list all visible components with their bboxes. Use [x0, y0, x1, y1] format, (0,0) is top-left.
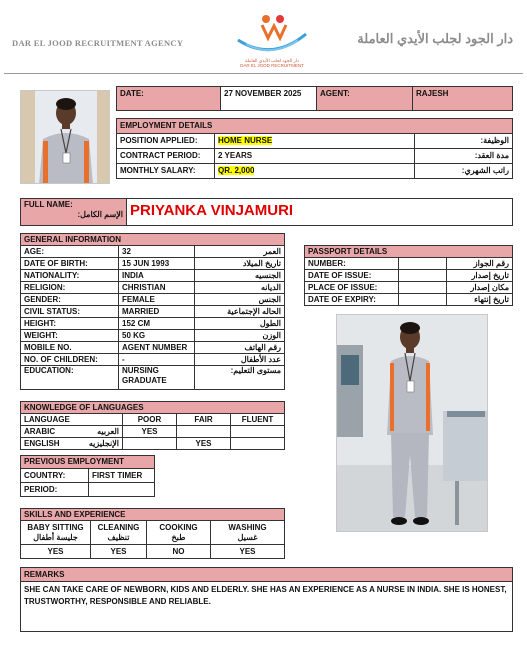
gender-label: GENDER: — [21, 294, 119, 306]
logo-caption-arabic: دار الجود لجلب الأيدي العاملة — [245, 58, 299, 63]
table-row — [21, 438, 285, 450]
age-label: AGE: — [21, 246, 119, 258]
position-value-highlight: HOME NURSE — [218, 136, 273, 145]
height-label-arabic: الطول — [195, 318, 285, 330]
table-row — [117, 149, 513, 164]
company-logo — [232, 10, 312, 72]
passport-number-label: NUMBER: — [305, 258, 399, 270]
salary-label: MONTHLY SALARY: — [117, 164, 215, 179]
table-row — [305, 282, 513, 294]
company-name-english: DAR EL JOOD RECRUITMENT AGENCY — [12, 38, 184, 48]
issue-date-label: DATE OF ISSUE: — [305, 270, 399, 282]
issue-place-label-arabic: مكان إصدار — [447, 282, 513, 294]
remarks-title: REMARKS — [21, 568, 513, 582]
table-row — [21, 282, 285, 294]
english-fair: YES — [177, 438, 231, 450]
table-row — [21, 342, 285, 354]
table-row — [21, 414, 285, 426]
language-english: ENGLISH — [24, 438, 60, 448]
country-label: COUNTRY: — [21, 469, 89, 483]
language-english-ar: الإنجليزيه — [88, 438, 119, 448]
gender-value: FEMALE — [119, 294, 195, 306]
education-value-line-2: GRADUATE — [122, 376, 167, 385]
skill-washing — [211, 521, 285, 545]
dob-label-arabic: تاريخ الميلاد — [195, 258, 285, 270]
religion-label-arabic: الديانه — [195, 282, 285, 294]
skill-cooking-ar: طبخ — [171, 532, 186, 542]
table-row — [21, 483, 155, 497]
expiry-date-label-arabic: تاريخ إنتهاء — [447, 294, 513, 306]
passport-number-label-arabic: رقم الجواز — [447, 258, 513, 270]
full-name-value: PRIYANKA VINJAMURI — [130, 202, 294, 219]
weight-value: 50 KG — [119, 330, 195, 342]
skills-table — [20, 508, 285, 559]
nationality-label: NATIONALITY: — [21, 270, 119, 282]
arabic-fluent — [231, 426, 285, 438]
country-value: FIRST TIMER — [89, 469, 155, 483]
skill-cleaning-en: CLEANING — [97, 522, 140, 532]
table-row — [21, 270, 285, 282]
company-name-arabic: دار الجود لجلب الأيدي العاملة — [357, 31, 513, 46]
date-label: DATE: — [117, 87, 221, 111]
arabic-poor: YES — [123, 426, 177, 438]
general-information-title: GENERAL INFORMATION — [21, 234, 285, 246]
skill-baby-sitting — [21, 521, 91, 545]
contract-period-label: CONTRACT PERIOD: — [117, 149, 215, 164]
table-row — [117, 164, 513, 179]
expiry-date-value — [399, 294, 447, 306]
civil-status-value: MARRIED — [119, 306, 195, 318]
height-label: HEIGHT: — [21, 318, 119, 330]
civil-status-label: CIVIL STATUS: — [21, 306, 119, 318]
previous-employment-title: PREVIOUS EMPLOYMENT — [21, 456, 155, 469]
languages-title: KNOWLEDGE OF LANGUAGES — [21, 402, 285, 414]
skill-baby-sitting-value: YES — [21, 545, 91, 559]
table-row — [21, 318, 285, 330]
passport-details-table — [304, 245, 513, 306]
issue-date-value — [399, 270, 447, 282]
children-label-arabic: عدد الأطفال — [195, 354, 285, 366]
date-agent-table — [116, 86, 513, 111]
language-english-cell — [21, 438, 123, 450]
salary-label-arabic: راتب الشهري: — [415, 164, 513, 179]
skill-cleaning-value: YES — [91, 545, 147, 559]
language-header: LANGUAGE — [21, 414, 123, 426]
position-label: POSITION APPLIED: — [117, 134, 215, 149]
table-row — [305, 258, 513, 270]
table-row — [21, 258, 285, 270]
gender-label-arabic: الجنس — [195, 294, 285, 306]
candidate-full-body-photo — [336, 314, 488, 532]
table-row — [21, 246, 285, 258]
skill-washing-en: WASHING — [228, 522, 267, 532]
children-value: - — [119, 354, 195, 366]
skill-cleaning-ar: تنظيف — [107, 532, 130, 542]
skill-cooking — [147, 521, 211, 545]
full-name-value-cell — [127, 199, 513, 226]
table-row — [21, 366, 285, 390]
religion-value: CHRISTIAN — [119, 282, 195, 294]
previous-employment-table — [20, 455, 155, 497]
contract-period-value: 2 YEARS — [215, 149, 415, 164]
table-row — [21, 426, 285, 438]
full-name-label-arabic: الإسم الكامل: — [77, 210, 123, 219]
employment-details-title: EMPLOYMENT DETAILS — [117, 119, 513, 134]
education-value — [119, 366, 195, 390]
table-row — [117, 134, 513, 149]
issue-place-label: PLACE OF ISSUE: — [305, 282, 399, 294]
position-value — [215, 134, 415, 149]
weight-label-arabic: الوزن — [195, 330, 285, 342]
full-name-table — [20, 198, 513, 226]
table-row — [21, 306, 285, 318]
position-label-arabic: الوظيفة: — [415, 134, 513, 149]
passport-details-title: PASSPORT DETAILS — [305, 246, 513, 258]
arabic-fair — [177, 426, 231, 438]
full-name-label: FULL NAME: — [24, 200, 73, 209]
mobile-value: AGENT NUMBER — [119, 342, 195, 354]
remarks-text: SHE CAN TAKE CARE OF NEWBORN, KIDS AND ELDERLY. SHE HAS AN EXPERIENCE AS A NURSE IN INDIA. SHE IS HONEST, TRUSTWORTHY, RESPONSIBLE AND RELIABLE. — [21, 582, 513, 632]
civil-status-label-arabic: الحاله الإجتماعية — [195, 306, 285, 318]
age-value: 32 — [119, 246, 195, 258]
fluent-header: FLUENT — [231, 414, 285, 426]
dob-value: 15 JUN 1993 — [119, 258, 195, 270]
age-label-arabic: العمر — [195, 246, 285, 258]
agent-label: AGENT: — [317, 87, 413, 111]
issue-date-label-arabic: تاريخ إصدار — [447, 270, 513, 282]
language-arabic-ar: العربيه — [97, 426, 119, 436]
poor-header: POOR — [123, 414, 177, 426]
english-fluent — [231, 438, 285, 450]
skill-baby-sitting-en: BABY SITTING — [27, 522, 84, 532]
children-label: NO. OF CHILDREN: — [21, 354, 119, 366]
remarks-table — [20, 567, 513, 632]
table-row — [21, 545, 285, 559]
period-value — [89, 483, 155, 497]
skill-washing-value: YES — [211, 545, 285, 559]
skill-baby-sitting-ar: جليسة أطفال — [33, 532, 78, 542]
education-label-arabic: مستوى التعليم: — [195, 366, 285, 390]
english-poor — [123, 438, 177, 450]
weight-label: WEIGHT: — [21, 330, 119, 342]
passport-number-value — [399, 258, 447, 270]
candidate-portrait-photo — [20, 90, 110, 184]
table-row — [305, 270, 513, 282]
fair-header: FAIR — [177, 414, 231, 426]
table-row — [21, 294, 285, 306]
skill-cleaning — [91, 521, 147, 545]
skill-washing-ar: غسيل — [237, 532, 258, 542]
education-label: EDUCATION: — [21, 366, 119, 390]
table-row — [21, 354, 285, 366]
height-value: 152 CM — [119, 318, 195, 330]
full-name-label-cell — [21, 199, 127, 226]
table-row — [21, 330, 285, 342]
education-value-line-1: NURSING — [122, 366, 159, 375]
language-arabic-cell — [21, 426, 123, 438]
period-label: PERIOD: — [21, 483, 89, 497]
language-arabic: ARABIC — [24, 426, 56, 436]
contract-period-label-arabic: مدة العقد: — [415, 149, 513, 164]
table-row — [305, 294, 513, 306]
mobile-label: MOBILE NO. — [21, 342, 119, 354]
skill-cooking-value: NO — [147, 545, 211, 559]
general-information-table — [20, 233, 285, 390]
date-value: 27 NOVEMBER 2025 — [221, 87, 317, 111]
table-row — [21, 469, 155, 483]
dob-label: DATE OF BIRTH: — [21, 258, 119, 270]
table-row — [21, 521, 285, 545]
religion-label: RELIGION: — [21, 282, 119, 294]
nationality-label-arabic: الجنسيه — [195, 270, 285, 282]
skill-cooking-en: COOKING — [159, 522, 198, 532]
skills-title: SKILLS AND EXPERIENCE — [21, 509, 285, 521]
languages-table — [20, 401, 285, 450]
nationality-value: INDIA — [119, 270, 195, 282]
employment-details-table — [116, 118, 513, 179]
issue-place-value — [399, 282, 447, 294]
logo-caption-english: DAR EL JOOD RECRUITMENT — [240, 63, 304, 68]
header-divider — [4, 73, 523, 74]
agent-value: RAJESH — [413, 87, 513, 111]
salary-value — [215, 164, 415, 179]
salary-value-highlight: QR. 2,000 — [218, 166, 255, 175]
expiry-date-label: DATE OF EXPIRY: — [305, 294, 399, 306]
mobile-label-arabic: رقم الهاتف — [195, 342, 285, 354]
logo-icon — [232, 10, 312, 56]
